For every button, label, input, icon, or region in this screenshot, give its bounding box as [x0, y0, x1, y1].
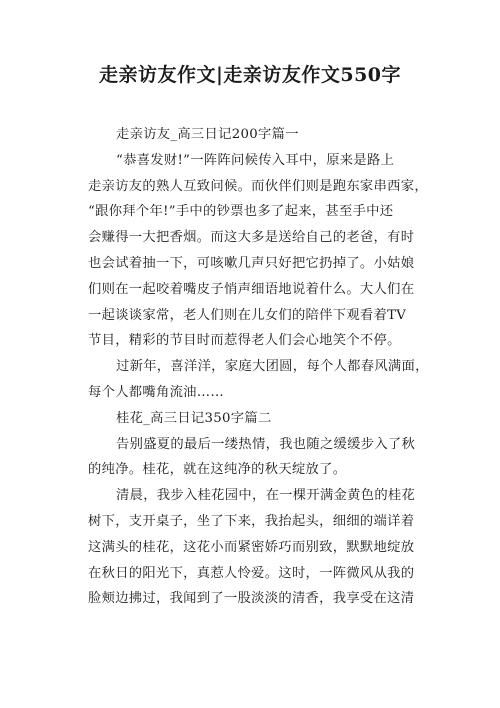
- paragraph-line: 树下，支开桌子，坐了下来，我抬起头，细细的端详着: [88, 513, 415, 529]
- document-body: [88, 122, 429, 612]
- paragraph-line: 这满头的桂花，这花小而紧密娇巧而别致，默默地绽放: [88, 539, 415, 555]
- paragraph-line: 一起谈谈家常，老人们则在儿女们的陪伴下观看着TV: [88, 307, 407, 323]
- paragraph-line: 清晨，我步入桂花园中，在一棵开满金黄色的桂花: [116, 488, 416, 504]
- document-title: 走亲访友作文|走亲访友作文550字: [98, 64, 402, 86]
- paragraph-line: 会赚得一大把香烟。而这大多是送给自己的老爸，有时: [88, 230, 415, 246]
- paragraph-line: 在秋日的阳光下，真惹人怜爱。这时，一阵微风从我的: [88, 565, 415, 581]
- paragraph-line: “恭喜发财!”一阵阵问候传入耳中，原来是路上: [116, 152, 395, 168]
- paragraph-line: “跟你拜个年!”手中的钞票也多了起来，甚至手中还: [88, 204, 394, 220]
- paragraph-line: 告别盛夏的最后一缕热情，我也随之缓缓步入了秋: [116, 436, 416, 452]
- paragraph-line: 的纯净。桂花，就在这纯净的秋天绽放了。: [88, 462, 347, 478]
- section-heading: 桂花_高三日记350字篇二: [116, 410, 272, 426]
- paragraph-line: 们则在一起咬着嘴皮子悄声细语地说着什么。大人们在: [88, 281, 415, 297]
- paragraph-line: 节目，精彩的节目时而惹得老人们会心地笑个不停。: [88, 333, 401, 349]
- paragraph-line: 也会试着抽一下，可咳嗽几声只好把它扔掉了。小姑娘: [88, 255, 415, 271]
- paragraph-line: 过新年，喜洋洋，家庭大团圆，每个人都春风满面，: [116, 359, 429, 375]
- section-heading: 走亲访友_高三日记200字篇一: [116, 127, 299, 142]
- paragraph-line: 每个人都嘴角流油……: [88, 384, 224, 400]
- paragraph-line: 走亲访友的熟人互致问候。而伙伴们则是跑东家串西家，: [88, 178, 428, 194]
- paragraph-line: 脸颊边拂过，我闻到了一股淡淡的清香，我享受在这清: [88, 591, 415, 607]
